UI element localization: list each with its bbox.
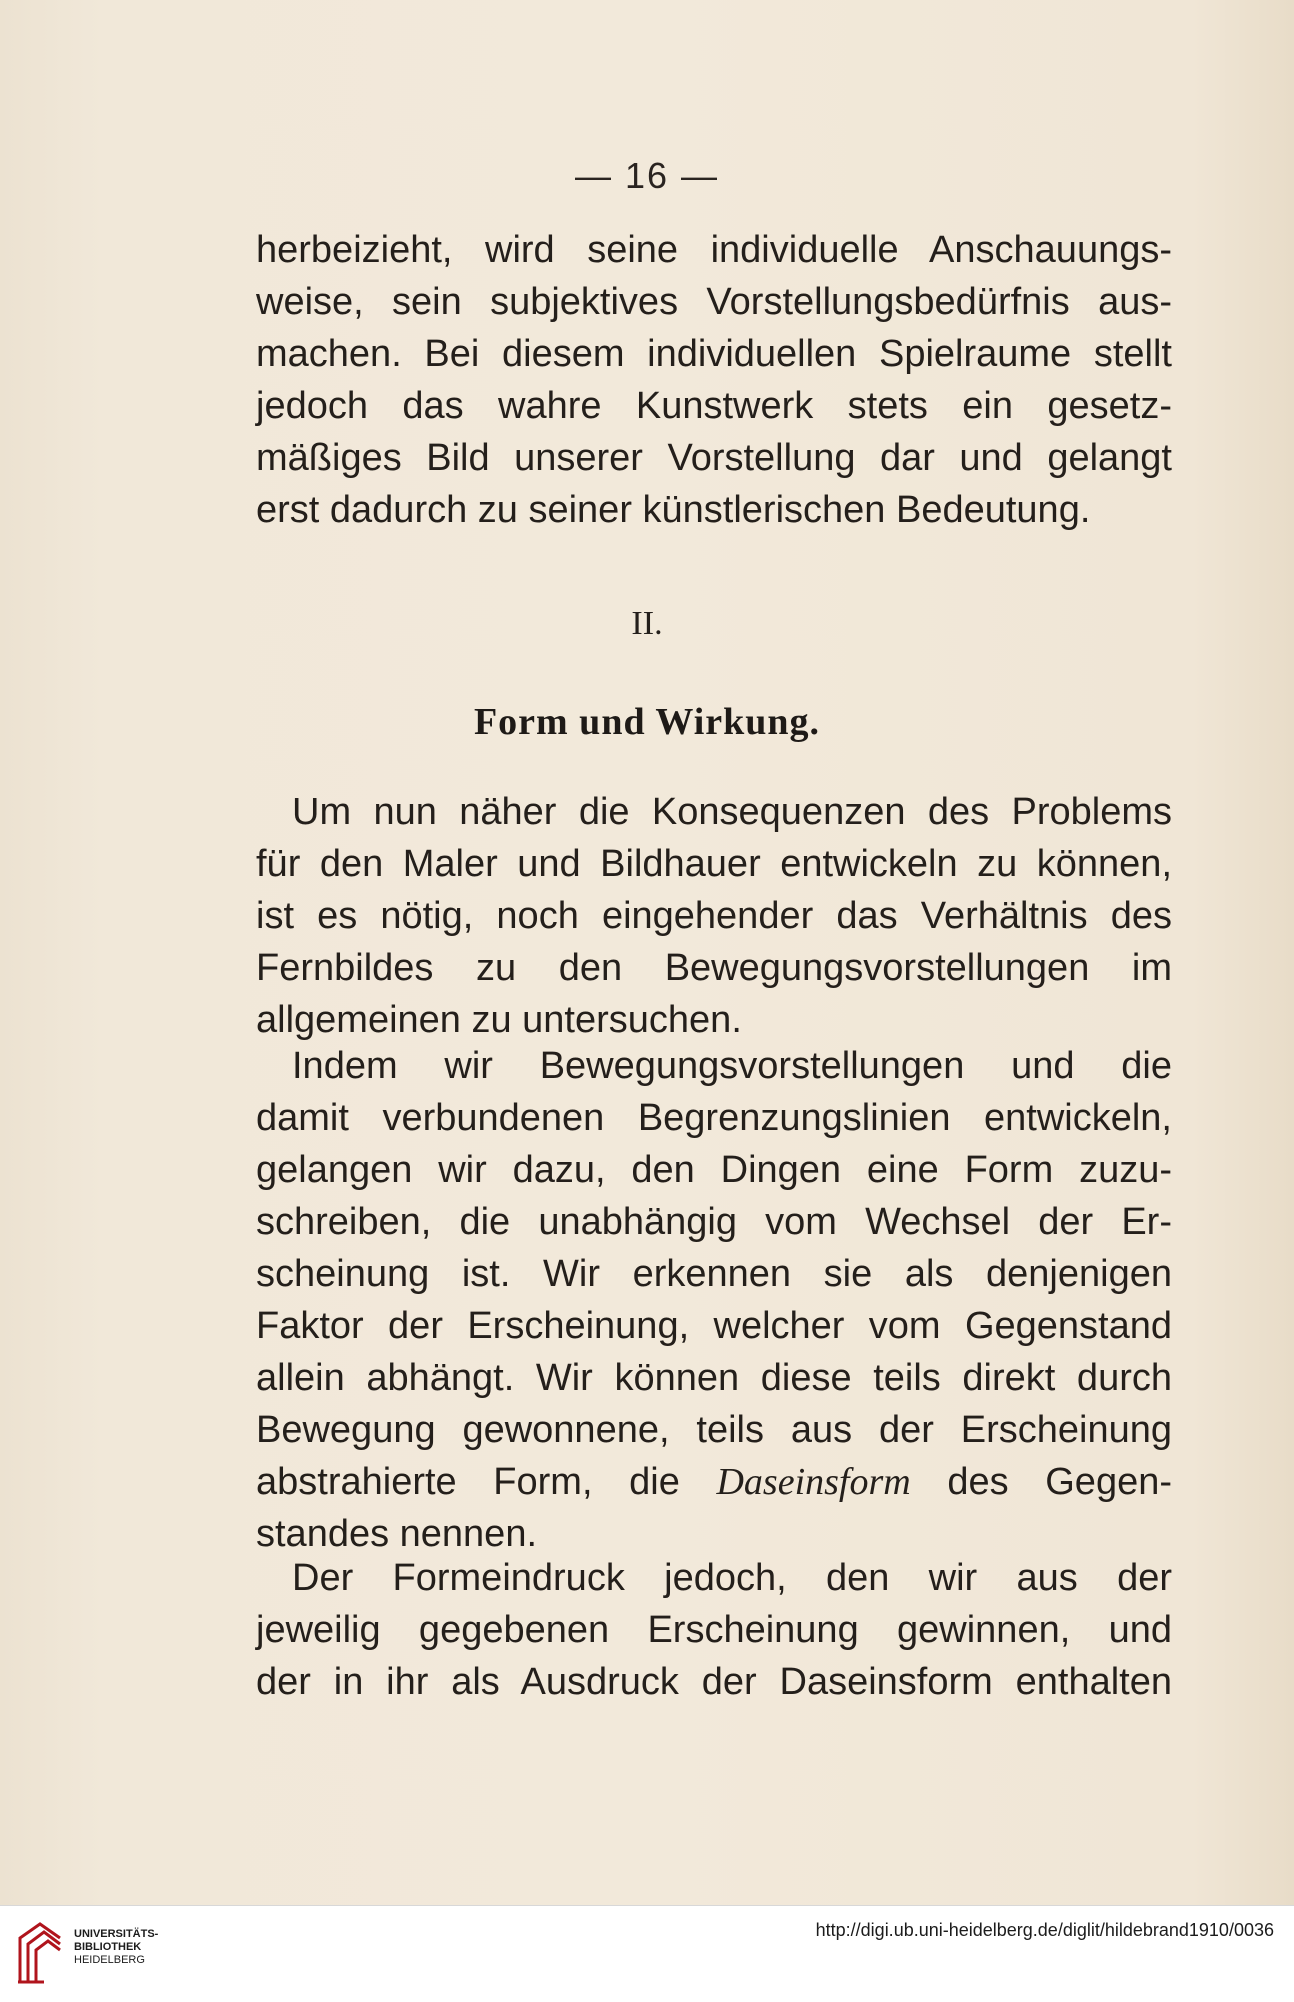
- text-line: jedoch das wahre Kunstwerk stets ein gesetz-: [256, 385, 1172, 427]
- text-line: Fernbildes zu den Bewegungsvorstellungen im: [256, 947, 1172, 989]
- text-line: für den Maler und Bildhauer entwickeln zu können,: [256, 843, 1172, 885]
- text-line: herbeizieht, wird seine individuelle Anschauungs-: [256, 229, 1172, 271]
- text-line: scheinung ist. Wir erkennen sie als denjenigen: [256, 1253, 1172, 1295]
- text-line: weise, sein subjektives Vorstellungsbedürfnis aus-: [256, 281, 1172, 323]
- library-name: [74, 1928, 158, 1967]
- paragraph-continued: [256, 224, 1172, 536]
- text-line: allein abhängt. Wir können diese teils direkt durch: [256, 1357, 1172, 1399]
- permalink-url[interactable]: http://digi.ub.uni-heidelberg.de/diglit/hildebrand1910/0036: [815, 1920, 1274, 1940]
- text-line: gelangen wir dazu, den Dingen eine Form zuzu-: [256, 1149, 1172, 1191]
- text-line: Um nun näher die Konsequenzen des Problems: [292, 791, 1172, 833]
- text-line: allgemeinen zu untersuchen.: [256, 999, 742, 1041]
- library-name-line: HEIDELBERG: [74, 1954, 145, 1966]
- text-line: Faktor der Erscheinung, welcher vom Gegenstand: [256, 1305, 1172, 1347]
- paragraph: [256, 1040, 1172, 1560]
- text-line: jeweilig gegebenen Erscheinung gewinnen, und: [256, 1609, 1172, 1651]
- text-line: Indem wir Bewegungsvorstellungen und die: [292, 1045, 1172, 1087]
- text-line: erst dadurch zu seiner künstlerischen Bedeutung.: [256, 489, 1091, 531]
- text-line: standes nennen.: [256, 1513, 538, 1555]
- page-number: — 16 —: [574, 155, 720, 196]
- text-line: Bewegung gewonnene, teils aus der Erscheinung: [256, 1409, 1172, 1451]
- text-line-with-emphasis: [256, 1456, 1172, 1508]
- emphasized-term: Daseinsform: [716, 1461, 911, 1503]
- section-numeral: II.: [631, 605, 663, 642]
- library-logo-icon: [14, 1920, 66, 1986]
- text-line: mäßiges Bild unserer Vorstellung dar und gelangt: [256, 437, 1172, 479]
- text-line: damit verbundenen Begrenzungslinien entwickeln,: [256, 1097, 1172, 1139]
- section-heading: Form und Wirkung.: [473, 701, 821, 743]
- library-name-line: UNIVERSITÄTS-: [74, 1928, 159, 1940]
- text-line: Der Formeindruck jedoch, den wir aus der: [292, 1557, 1172, 1599]
- text-line: schreiben, die unabhängig vom Wechsel der Er-: [256, 1201, 1172, 1243]
- text-line: der in ihr als Ausdruck der Daseinsform enthalten: [256, 1661, 1172, 1703]
- text-segment: abstrahierte Form, die: [256, 1461, 680, 1503]
- paragraph: [256, 786, 1172, 1046]
- paragraph: [256, 1552, 1172, 1708]
- text-line: ist es nötig, noch eingehender das Verhältnis des: [256, 895, 1172, 937]
- text-line: machen. Bei diesem individuellen Spielraume stellt: [256, 333, 1172, 375]
- library-name-line: BIBLIOTHEK: [74, 1941, 142, 1953]
- text-segment: des Gegen-: [947, 1461, 1173, 1503]
- digital-library-footer: [0, 1905, 1294, 2002]
